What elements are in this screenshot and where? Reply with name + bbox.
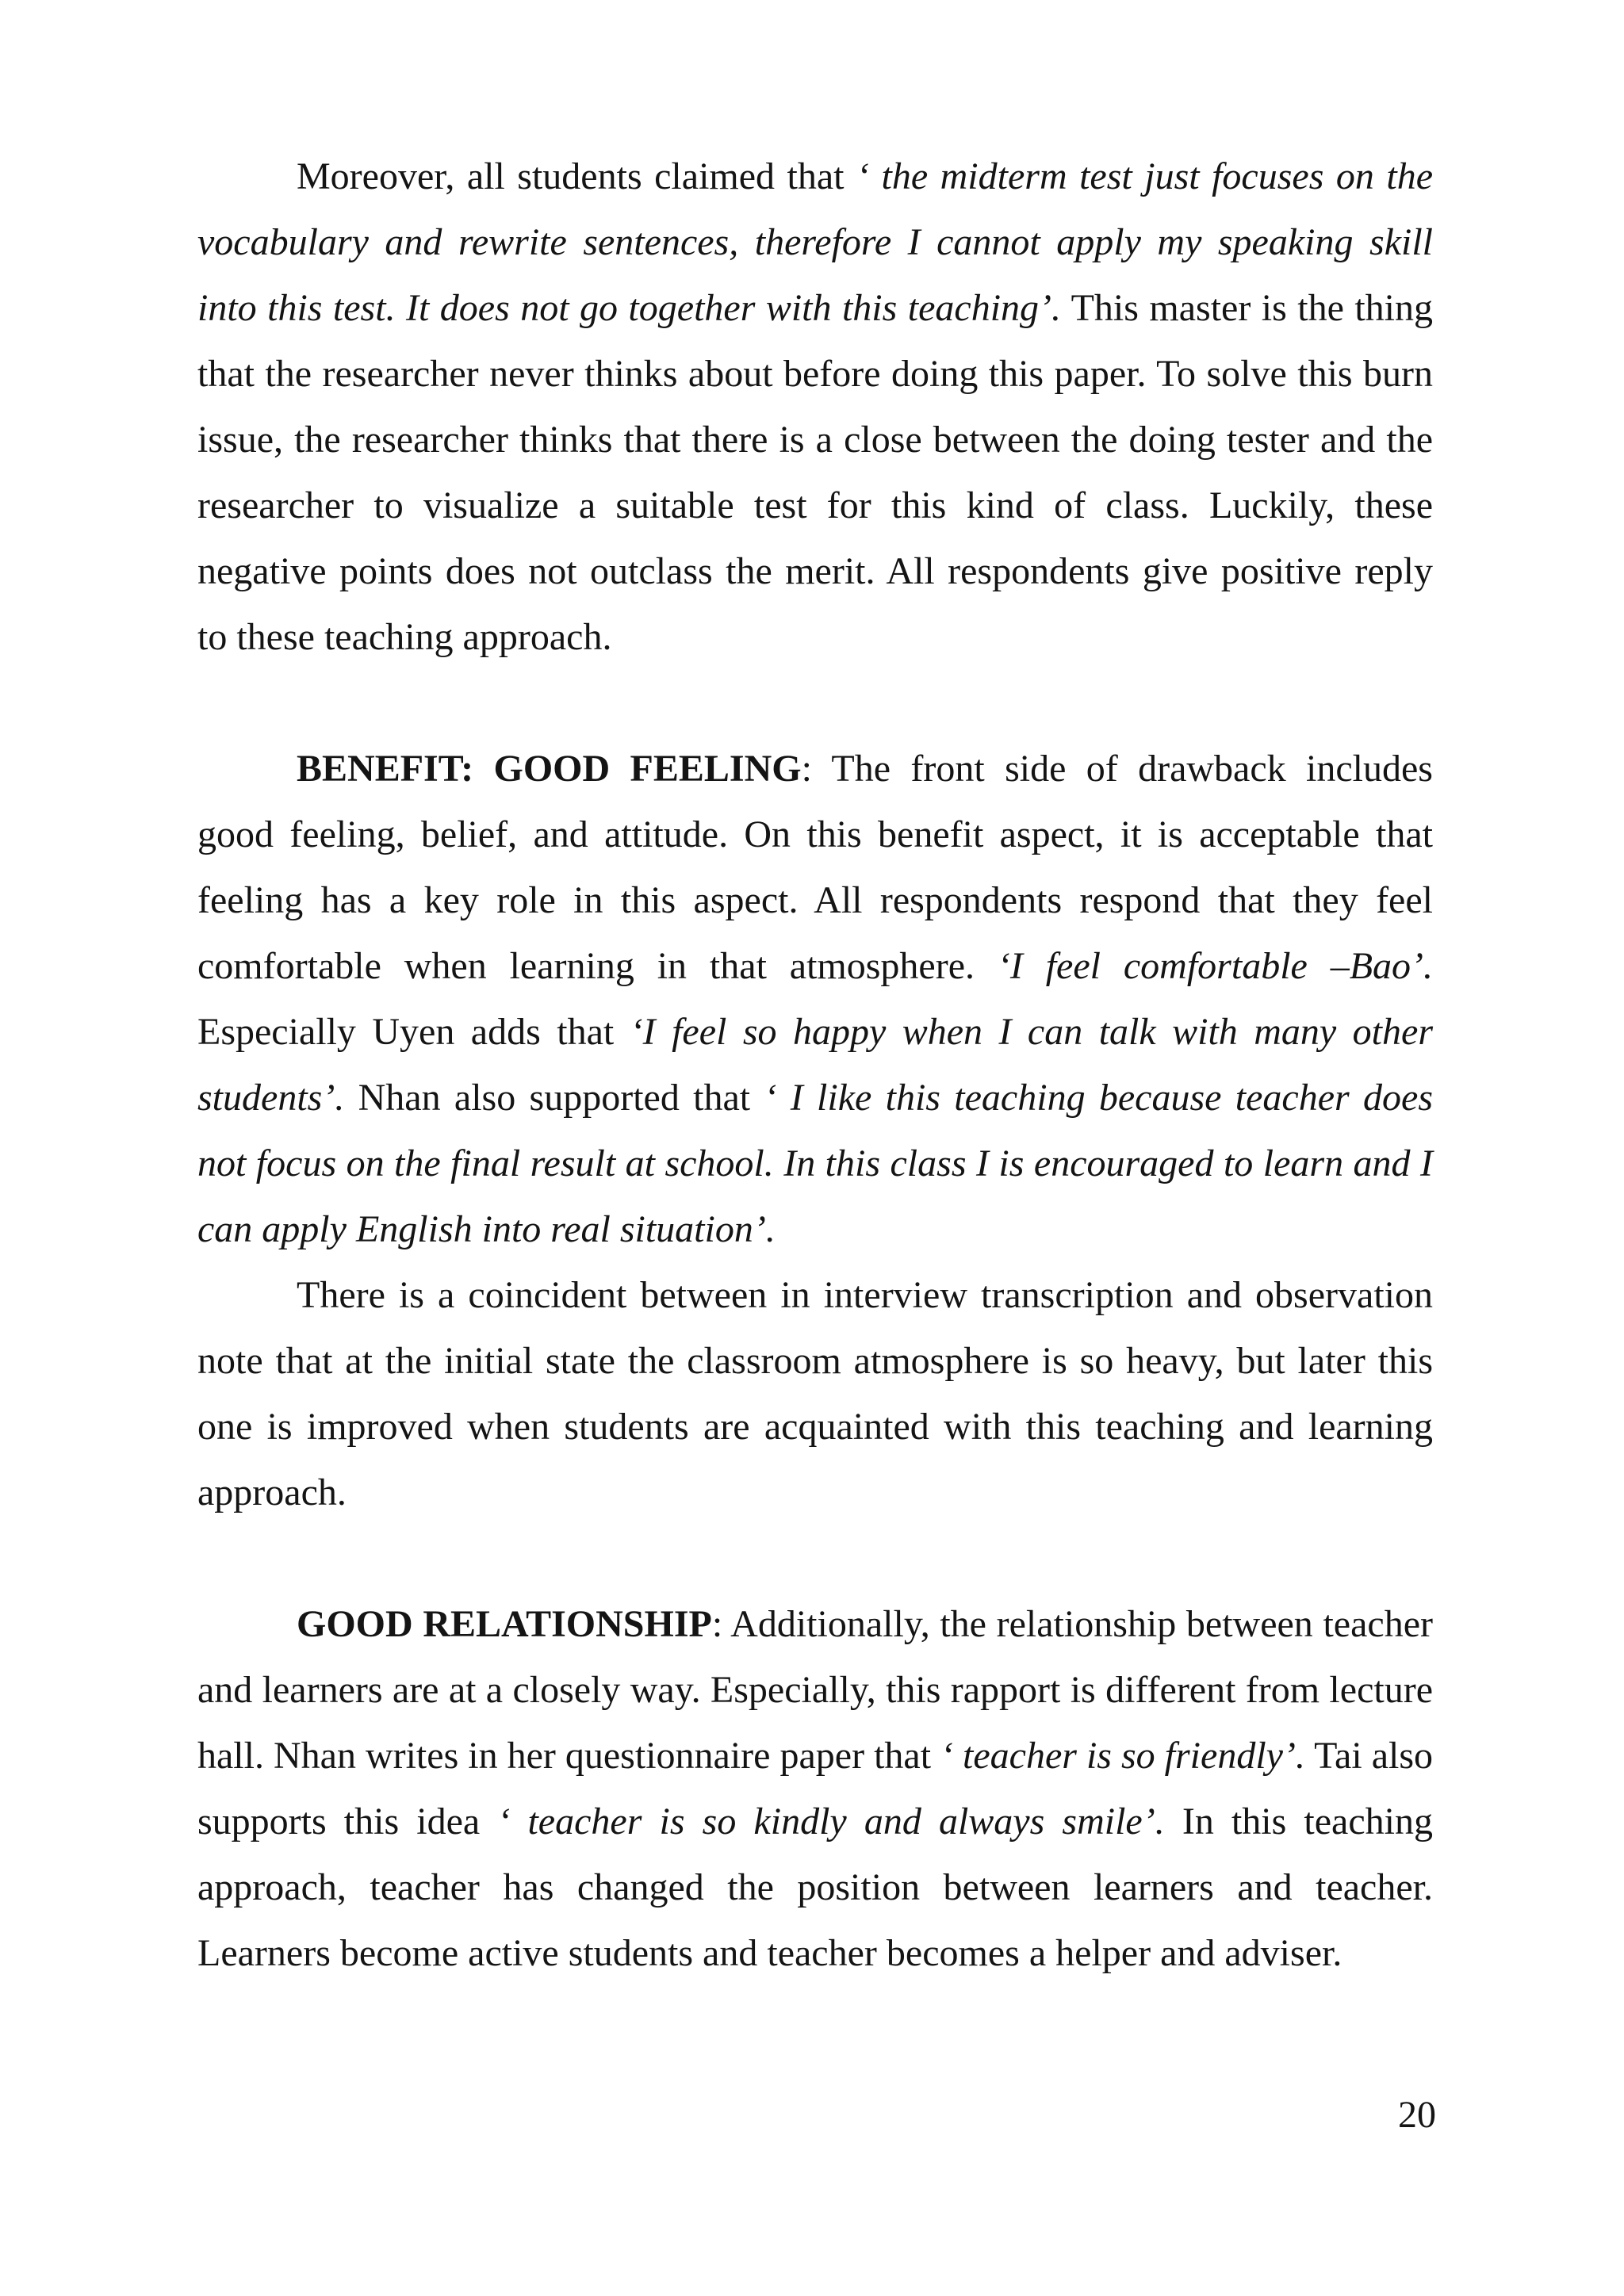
- midterm-student-quote: ‘ the midterm test just focuses on the vocabulary and rewrite sentences, therefore I cannot apply my speaking skill into this test. It does not go together with this teaching’.: [197, 155, 1434, 329]
- bao-quote: ‘I feel comfortable –Bao’.: [997, 945, 1434, 987]
- nhan-intro-text: Nhan also supported that: [344, 1077, 764, 1119]
- good-feeling-heading: BENEFIT: GOOD FEELING: [297, 748, 802, 790]
- midterm-intro-text: Moreover, all students claimed that: [297, 155, 857, 197]
- paragraph-midterm-test: [197, 144, 1433, 670]
- paragraph-good-relationship: [197, 1591, 1433, 1986]
- uyen-intro-text: Especially Uyen adds that: [197, 1011, 630, 1053]
- tai-intro-text: Tai also supports this idea: [197, 1735, 1434, 1843]
- tai-quote: ‘ teacher is so kindly and always smile’.: [497, 1800, 1165, 1843]
- coincident-text: There is a coincident between in interview transcription and observation note that at the initial state the classroom atmosphere is so heavy, but later this one is improved when students are acquainted with this teaching and learning approach.: [197, 1274, 1433, 1513]
- nhan-quote: ‘ I like this teaching because teacher does not focus on the final result at school. In this class I is encouraged to learn and I can apply English into real situation’.: [197, 1077, 1434, 1250]
- good-relationship-text: : Additionally, the relationship between teacher and learners are at a closely way. Especially, this rapport is different from lecture hall. Nhan writes in her questionnaire paper that: [197, 1603, 1433, 1777]
- uyen-quote: ‘I feel so happy when I can talk with many other students’.: [197, 1011, 1433, 1119]
- good-relationship-heading: GOOD RELATIONSHIP: [297, 1603, 712, 1645]
- midterm-discussion-text: This master is the thing that the researcher never thinks about before doing this paper. To solve this burn issue, the researcher thinks that there is a close between the doing tester and the researcher to visualize a suitable test for this kind of class. Luckily, these negative points does not outclass the merit. All respondents give positive reply to these teaching approach.: [197, 287, 1433, 658]
- paragraph-coincident: [197, 1262, 1433, 1525]
- good-feeling-text: : The front side of drawback includes good feeling, belief, and attitude. On this benefit aspect, it is acceptable that feeling has a key role in this aspect. All respondents respond that they feel comfortable when learning in that atmosphere.: [197, 748, 1433, 987]
- teaching-approach-text: In this teaching approach, teacher has changed the position between learners and teacher. Learners become active students and teacher becomes a helper and adviser.: [197, 1800, 1434, 1974]
- paragraph-good-feeling: [197, 736, 1433, 1262]
- nhan-friendly-quote: ‘ teacher is so friendly’.: [940, 1735, 1305, 1777]
- page-number: 20: [1398, 2094, 1436, 2136]
- body-text: [197, 144, 1433, 1986]
